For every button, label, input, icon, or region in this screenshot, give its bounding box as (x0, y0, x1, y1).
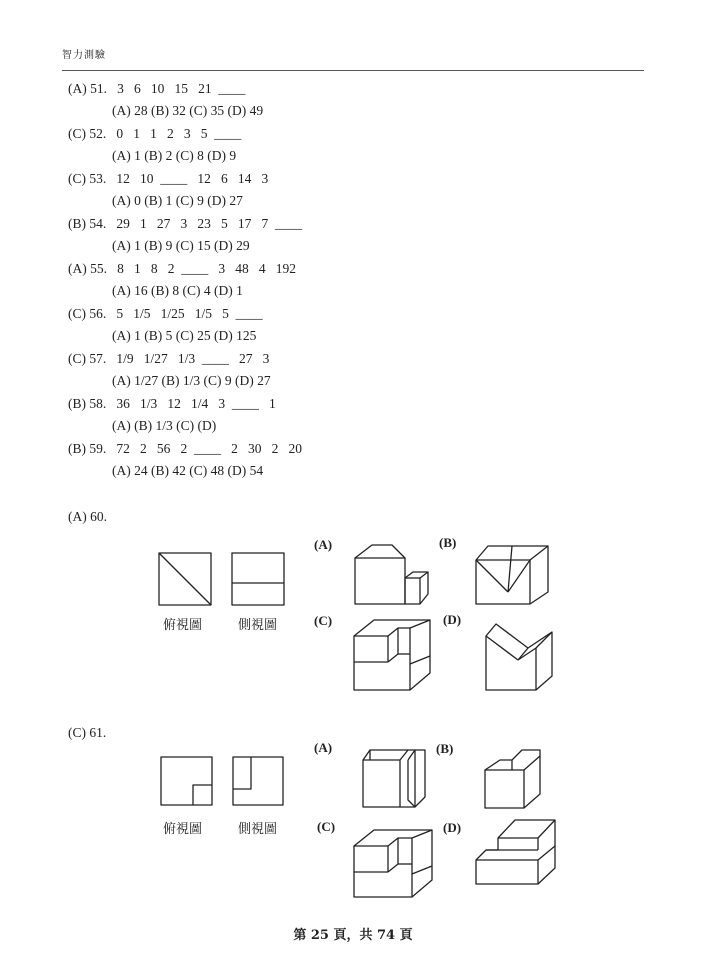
q60-option-c-label: (C) (314, 613, 333, 628)
q60-option-d-figure (486, 624, 552, 690)
q60-option-b-label: (B) (439, 535, 457, 550)
q60-option-a-label: (A) (314, 537, 333, 552)
q61-side-view-figure (233, 757, 283, 805)
question-58: (B) 58. 36 1/3 12 1/4 3 ____ 1 (68, 396, 276, 411)
q60-option-c-figure (354, 620, 430, 690)
q61-option-a-figure (363, 750, 425, 807)
q61-option-c-label: (C) (317, 819, 336, 834)
q61-option-d-figure (476, 820, 555, 884)
question-54-options: (A) 1 (B) 9 (C) 15 (D) 29 (112, 238, 250, 253)
question-58-options: (A) (B) 1/3 (C) (D) (112, 418, 217, 433)
q61-option-d-label: (D) (443, 820, 462, 835)
question-51: (A) 51. 3 6 10 15 21 ____ (68, 81, 246, 96)
question-59: (B) 59. 72 2 56 2 ____ 2 30 2 20 (68, 441, 302, 456)
question-54: (B) 54. 29 1 27 3 23 5 17 7 ____ (68, 216, 302, 231)
page-header: 智力測驗 (62, 50, 106, 61)
q61-top-view-figure (161, 757, 212, 805)
q60-side-view-label: 側視圖 (238, 617, 278, 632)
page-footer: 第 25 頁，共 74 頁 (293, 928, 413, 943)
q61-option-a-label: (A) (314, 740, 333, 755)
question-55-options: (A) 16 (B) 8 (C) 4 (D) 1 (112, 283, 243, 298)
question-53: (C) 53. 12 10 ____ 12 6 14 3 (68, 171, 269, 186)
q61-side-view-label: 側視圖 (238, 821, 278, 836)
q60-option-a-figure (355, 545, 428, 604)
q60-side-view-figure (232, 553, 284, 605)
question-60-number: (A) 60. (68, 509, 107, 524)
q60-option-d-label: (D) (443, 612, 462, 627)
q61-option-c-figure (354, 830, 432, 897)
question-56-options: (A) 1 (B) 5 (C) 25 (D) 125 (112, 328, 257, 343)
question-52: (C) 52. 0 1 1 2 3 5 ____ (68, 126, 242, 141)
q60-top-view-label: 俯視圖 (163, 617, 203, 632)
q60-top-view-figure (159, 553, 211, 605)
q60-option-b-figure (476, 546, 548, 604)
question-61-number: (C) 61. (68, 725, 107, 740)
question-53-options: (A) 0 (B) 1 (C) 9 (D) 27 (112, 193, 243, 208)
question-57: (C) 57. 1/9 1/27 1/3 ____ 27 3 (68, 351, 270, 366)
question-59-options: (A) 24 (B) 42 (C) 48 (D) 54 (112, 463, 264, 478)
q61-top-view-label: 俯視圖 (163, 821, 203, 836)
question-51-options: (A) 28 (B) 32 (C) 35 (D) 49 (112, 103, 264, 118)
question-55: (A) 55. 8 1 8 2 ____ 3 48 4 192 (68, 261, 296, 276)
question-57-options: (A) 1/27 (B) 1/3 (C) 9 (D) 27 (112, 373, 271, 388)
q61-option-b-label: (B) (436, 741, 454, 756)
q61-option-b-figure (485, 750, 540, 808)
question-52-options: (A) 1 (B) 2 (C) 8 (D) 9 (112, 148, 237, 163)
question-56: (C) 56. 5 1/5 1/25 1/5 5 ____ (68, 306, 263, 321)
